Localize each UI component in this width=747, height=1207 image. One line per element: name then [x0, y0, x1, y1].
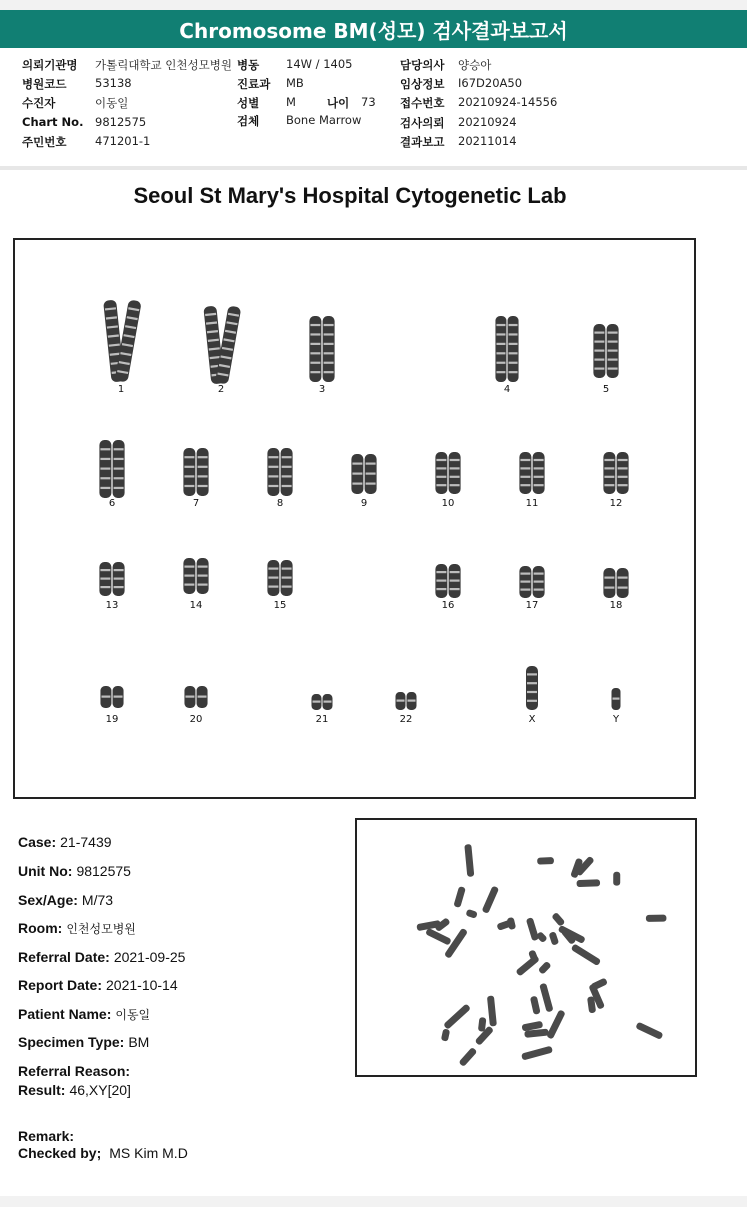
department-label: 진료과: [237, 77, 271, 91]
checked-value: MS Kim M.D: [109, 1145, 188, 1161]
report-date-value-2: 2021-10-14: [106, 977, 178, 993]
metaphase-spread-image: [357, 820, 695, 1075]
patient-info-panel: [0, 48, 747, 166]
request-date-label: 검사의뢰: [400, 116, 445, 130]
result-row: [18, 1082, 131, 1098]
ward-value: 14W / 1405: [286, 57, 353, 71]
case-details: [0, 818, 350, 1198]
chromosome-10-a: [435, 452, 447, 494]
lab-title: Seoul St Mary's Hospital Cytogenetic Lab: [133, 183, 567, 208]
specimen-type-value: BM: [128, 1034, 150, 1050]
specimen-type-row: [18, 1034, 149, 1050]
hospital-code-value: 53138: [95, 76, 132, 90]
metaphase-chromosome: [613, 872, 620, 886]
report-date-row: [18, 977, 178, 993]
chromosome-18-a: [603, 568, 615, 598]
chromosome-10-b: [449, 452, 461, 494]
hospital-code-label: 병원코드: [22, 77, 67, 91]
chromosome-label-11: 11: [525, 498, 539, 509]
sexage-row: [18, 892, 113, 908]
metaphase-chromosome: [482, 886, 500, 914]
chromosome-label-3: 3: [318, 384, 326, 395]
patient-row: [18, 1006, 150, 1023]
chromosome-label-8: 8: [276, 498, 284, 509]
chromosome-15-a: [267, 560, 279, 596]
metaphase-chromosome: [453, 886, 466, 908]
room-value: 인천성모병원: [66, 922, 136, 936]
chromosome-label-Y: Y: [612, 714, 620, 725]
chromosome-6-a: [99, 440, 111, 498]
karyogram-image: [15, 240, 694, 797]
chromosome-label-7: 7: [192, 498, 200, 509]
metaphase-chromosome: [551, 912, 565, 927]
chromosome-9-b: [365, 454, 377, 494]
chromosome-label-16: 16: [441, 600, 455, 611]
chromosome-X: [526, 666, 538, 710]
result-label: Result:: [18, 1082, 66, 1098]
result-value: 46,XY[20]: [69, 1082, 131, 1098]
request-date-value: 20210924: [458, 115, 517, 129]
chromosome-label-20: 20: [189, 714, 203, 725]
chromosome-label-5: 5: [602, 384, 610, 395]
room-label: Room:: [18, 920, 63, 936]
case-row: [18, 834, 112, 850]
metaphase-chromosome: [576, 879, 600, 887]
report-date-label: 결과보고: [400, 135, 445, 149]
chromosome-label-6: 6: [108, 498, 116, 509]
chromosome-22-b: [407, 692, 417, 710]
karyogram-panel: [13, 238, 696, 799]
metaphase-chromosome: [464, 844, 474, 877]
department-value: MB: [286, 76, 304, 90]
unit-value: 9812575: [76, 863, 131, 879]
chromosome-label-1: 1: [117, 384, 125, 395]
remark-row: [18, 1128, 78, 1144]
referral-date-label: Referral Date:: [18, 949, 110, 965]
chromosome-label-9: 9: [360, 498, 368, 509]
checked-label: Checked by;: [18, 1145, 102, 1161]
metaphase-chromosome: [548, 931, 559, 945]
chromosome-label-X: X: [528, 714, 536, 725]
clinical-info-label: 임상정보: [400, 77, 445, 91]
chromosome-15-b: [281, 560, 293, 596]
report-date-label-2: Report Date:: [18, 977, 103, 993]
chromosome-label-4: 4: [503, 384, 511, 395]
patient-value: 이동일: [115, 1008, 151, 1022]
referral-date-value: 2021-09-25: [113, 949, 186, 965]
metaphase-chromosome: [538, 961, 552, 975]
examinee-label: 수진자: [22, 96, 56, 110]
chromosome-13-a: [99, 562, 111, 596]
remark-label: Remark:: [18, 1128, 75, 1144]
room-row: [18, 920, 136, 937]
specimen-type-label: Specimen Type:: [18, 1034, 125, 1050]
referral-reason-label: Referral Reason:: [18, 1063, 131, 1079]
sexage-label: Sex/Age:: [18, 892, 78, 908]
receipt-no-value: 20210924-14556: [458, 95, 558, 109]
metaphase-chromosome: [487, 995, 497, 1026]
doctor-label: 담당의사: [400, 58, 445, 72]
chromosome-17-a: [519, 566, 531, 598]
chromosome-18-b: [617, 568, 629, 598]
chromosome-6-b: [113, 440, 125, 498]
chromosome-5-a: [593, 324, 605, 378]
chromosome-label-19: 19: [105, 714, 119, 725]
report-title-banner: [0, 10, 747, 48]
report-title: Chromosome BM(성모) 검사결과보고서: [179, 18, 568, 43]
chromosome-label-17: 17: [525, 600, 539, 611]
chromosome-9-a: [351, 454, 363, 494]
unit-label: Unit No:: [18, 863, 73, 879]
metaphase-chromosome: [571, 943, 602, 966]
receipt-no-label: 접수번호: [400, 96, 445, 110]
chart-no-value: 9812575: [95, 115, 147, 129]
chromosome-13-b: [113, 562, 125, 596]
chromosome-Y: [612, 688, 621, 710]
metaphase-chromosome: [537, 857, 554, 865]
metaphase-chromosome: [526, 917, 539, 941]
metaphase-chromosome: [458, 1047, 477, 1067]
chromosome-label-22: 22: [399, 714, 413, 725]
chromosome-12-b: [617, 452, 629, 494]
metaphase-chromosome: [530, 996, 541, 1015]
case-label: Case:: [18, 834, 57, 850]
top-bar: [0, 0, 747, 10]
chromosome-11-b: [533, 452, 545, 494]
chromosome-4-b: [508, 316, 519, 382]
metaphase-chromosome: [443, 1003, 471, 1029]
metaphase-panel: [355, 818, 697, 1077]
institution-label: 의뢰기관명: [22, 58, 78, 72]
specimen-label: 검체: [237, 114, 260, 128]
chromosome-label-15: 15: [273, 600, 287, 611]
chromosome-11-a: [519, 452, 531, 494]
metaphase-chromosome: [465, 909, 477, 919]
chromosome-19-a: [100, 686, 111, 708]
chromosome-20-b: [197, 686, 208, 708]
footer-bar: [0, 1196, 747, 1207]
chromosome-5-b: [607, 324, 619, 378]
chromosome-3-a: [309, 316, 321, 382]
checked-row: [18, 1145, 188, 1161]
chromosome-8-a: [267, 448, 279, 496]
chromosome-7-b: [197, 448, 209, 496]
chromosome-17-b: [533, 566, 545, 598]
referral-date-row: [18, 949, 185, 965]
chromosome-label-21: 21: [315, 714, 329, 725]
ward-label: 병동: [237, 58, 260, 72]
chromosome-label-10: 10: [441, 498, 455, 509]
chromosome-4-a: [495, 316, 506, 382]
chromosome-20-a: [184, 686, 195, 708]
metaphase-chromosome: [521, 1046, 553, 1061]
chromosome-14-b: [197, 558, 209, 594]
report-date-value: 20211014: [458, 134, 517, 148]
chromosome-21-a: [312, 694, 322, 710]
resident-no-label: 주민번호: [22, 135, 67, 149]
chromosome-14-a: [183, 558, 195, 594]
chromosome-16-a: [435, 564, 447, 598]
chromosome-7-a: [183, 448, 195, 496]
chromosome-21-b: [323, 694, 333, 710]
specimen-value: Bone Marrow: [286, 113, 362, 127]
chromosome-12-a: [603, 452, 615, 494]
chromosome-22-a: [396, 692, 406, 710]
chromosome-label-13: 13: [105, 600, 119, 611]
chromosome-8-b: [281, 448, 293, 496]
metaphase-chromosome: [441, 1028, 450, 1041]
resident-no-value: 471201-1: [95, 134, 151, 148]
chromosome-19-b: [113, 686, 124, 708]
examinee-value: 이동일: [95, 96, 129, 110]
chromosome-label-14: 14: [189, 600, 203, 611]
age-value: 73: [361, 95, 376, 109]
sex-value: M: [286, 95, 296, 109]
section-divider: [0, 166, 747, 170]
metaphase-chromosome: [590, 978, 608, 991]
chromosome-label-18: 18: [609, 600, 623, 611]
chromosome-16-b: [449, 564, 461, 598]
chromosome-3-b: [323, 316, 335, 382]
sexage-value: M/73: [81, 892, 114, 908]
case-value: 21-7439: [60, 834, 112, 850]
chromosome-label-12: 12: [609, 498, 623, 509]
sex-label: 성별: [237, 96, 260, 110]
referral-reason-row: [18, 1063, 134, 1079]
chromosome-label-2: 2: [217, 384, 225, 395]
clinical-info-value: I67D20A50: [458, 76, 523, 90]
metaphase-chromosome: [539, 983, 553, 1013]
metaphase-chromosome: [646, 915, 667, 922]
institution-value: 가톨릭대학교 인천성모병원: [95, 58, 232, 72]
doctor-value: 양승아: [458, 58, 492, 72]
patient-label: Patient Name:: [18, 1006, 112, 1022]
age-label: 나이: [327, 96, 350, 110]
chart-no-label: Chart No.: [22, 115, 84, 129]
metaphase-chromosome: [546, 1009, 566, 1039]
metaphase-chromosome: [434, 917, 451, 932]
metaphase-chromosome: [515, 955, 540, 977]
metaphase-chromosome: [635, 1022, 663, 1040]
unit-row: [18, 863, 131, 879]
